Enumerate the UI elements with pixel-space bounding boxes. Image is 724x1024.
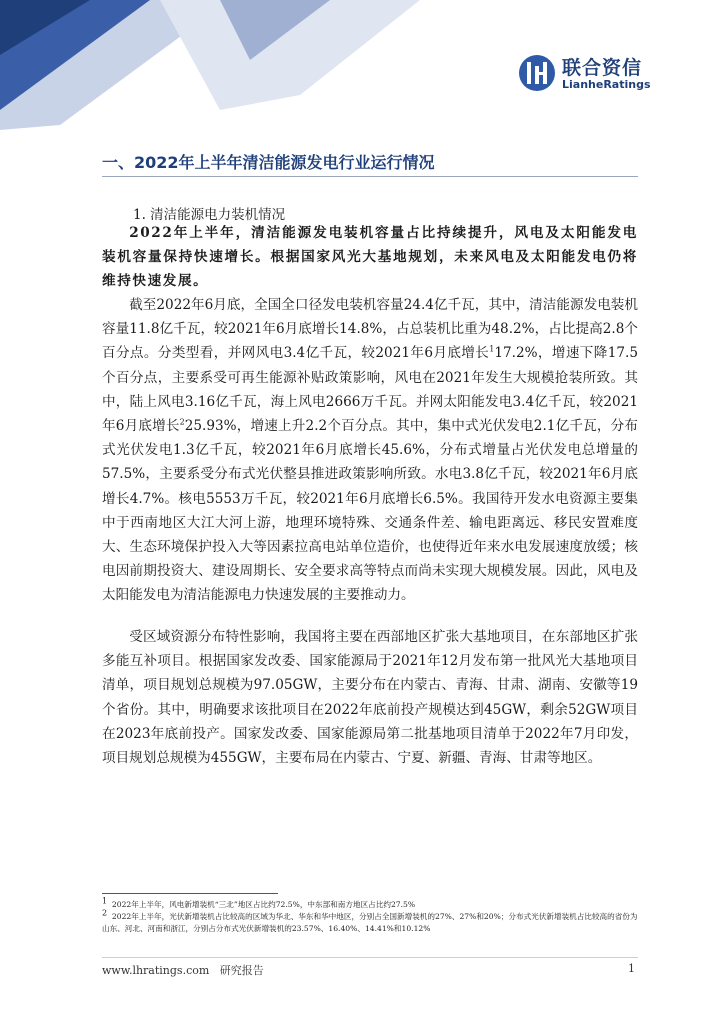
- footnote-1-number: 1: [102, 896, 108, 906]
- footer-source: [102, 962, 264, 978]
- footnote-ref-1[interactable]: 1: [489, 344, 495, 354]
- logo-chinese-name: 联合资信: [562, 57, 643, 79]
- logo-english-name: LianheRatings: [562, 78, 651, 91]
- section-title: 一、2022年上半年清洁能源发电行业运行情况: [102, 153, 435, 172]
- footnote-divider: [102, 893, 278, 894]
- footer-divider: [102, 957, 638, 958]
- footnote-ref-2[interactable]: 2: [179, 417, 185, 427]
- footnote-1: [102, 896, 638, 911]
- lianhe-logo-icon: [518, 54, 556, 92]
- company-logo: [518, 52, 688, 96]
- footnote-2: [102, 908, 638, 934]
- footnote-2-text: 2022年上半年，光伏新增装机占比较高的区域为华北、华东和华中地区，分别占全国新增装机的27%、27%和20%；分布式光伏新增装机占比较高的省份为山东、河北、河南和浙江，分别占分布式光伏新增装机的23.57%、16.40%、14.41%和10.12%: [102, 912, 638, 933]
- paragraph-1: [102, 293, 638, 608]
- footer-site-link[interactable]: www.lhratings.com: [102, 964, 210, 977]
- footnote-1-text: 2022年上半年，风电新增装机“三北”地区占比约72.5%，中东部和南方地区占比约27.5%: [111, 900, 416, 909]
- paragraph-1-part-3: 25.93%，增速上升2.2个百分点。其中，集中式光伏发电2.1亿千瓦，分布式光伏发电1.3亿千瓦，较2021年6月底增长45.6%，分布式增量占光伏发电总增量的57.5%，主要系受分布式光伏整县推进政策影响所致。水电3.8亿千瓦，较2021年6月底增长4.7%。核电5553万千瓦，较2021年6月底增长6.5%。我国待开发水电资源主要集中于西南地区大江大河上游，地理环境特殊、交通条件差、输电距离远、移民安置难度大、生态环境保护投入大等因素拉高电站单位造价，也使得近年来水电发展速度放缓；核电因前期投资大、建设周期长、安全要求高等特点而尚未实现大规模发展。因此，风电及太阳能发电为清洁能源电力快速发展的主要推动力。: [102, 418, 638, 604]
- paragraph-1-part-1: 截至2022年6月底，全国全口径发电装机容量24.4亿千瓦，其中，清洁能源发电装机容量11.8亿千瓦，较2021年6月底增长14.8%，占总装机比重为48.2%，占比提高2.8个百分点。分类型看，并网风电3.4亿千瓦，较2021年6月底增长: [102, 297, 638, 362]
- lead-paragraph: 2022年上半年，清洁能源发电装机容量占比持续提升，风电及太阳能发电装机容量保持快速增长。根据国家风光大基地规划，未来风电及太阳能发电仍将维持快速发展。: [102, 225, 638, 290]
- page-number: 1: [628, 962, 635, 975]
- paragraph-1-part-2: 17.2%，增速下降17.5个百分点，主要系受可再生能源补贴政策影响，风电在2021年发生大规模抢装所致。其中，陆上风电3.16亿千瓦，海上风电2666万千瓦。并网太阳能发电3.4亿千瓦，较2021年6月底增长: [102, 345, 638, 435]
- paragraph-2: 受区域资源分布特性影响，我国将主要在西部地区扩张大基地项目，在东部地区扩张多能互补项目。根据国家发改委、国家能源局于2021年12月发布第一批风光大基地项目清单，项目规划总规模为97.05GW，主要分布在内蒙古、青海、甘肃、湖南、安徽等19个省份。其中，明确要求该批项目在2022年底前投产规模达到45GW，剩余52GW项目在2023年底前投产。国家发改委、国家能源局第二批基地项目清单于2022年7月印发，项目规划总规模为455GW，主要布局在内蒙古、宁夏、新疆、青海、甘肃等地区。: [102, 629, 638, 767]
- footer-doc-type: 研究报告: [219, 964, 264, 977]
- title-divider: [102, 176, 638, 177]
- subheading: 1. 清洁能源电力装机情况: [133, 207, 286, 223]
- header-decoration: [0, 0, 500, 130]
- footnote-2-number: 2: [102, 908, 108, 918]
